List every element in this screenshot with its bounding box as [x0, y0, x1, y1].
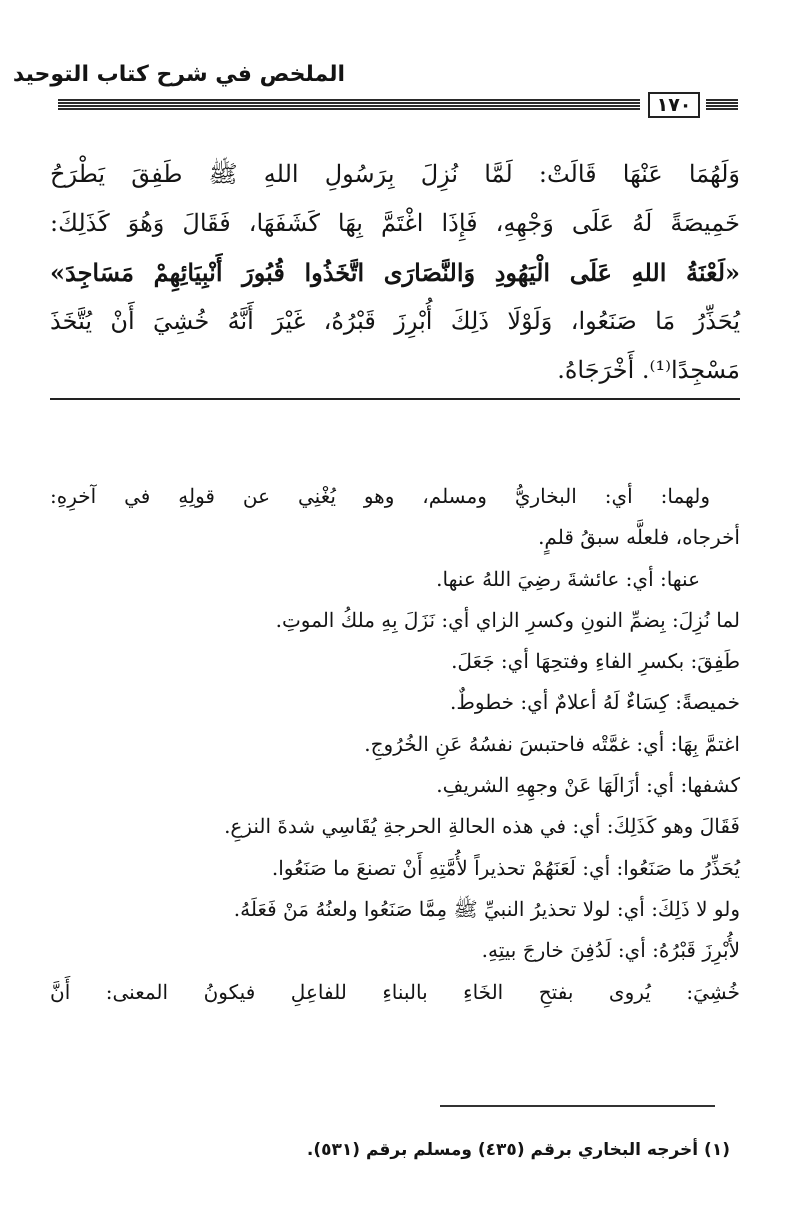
commentary-line: كشفها: أي: أزَالَهَا عَنْ وجهِهِ الشريفِ.: [436, 773, 740, 798]
main-text-line: يُحَذِّرُ مَا صَنَعُوا، وَلَوْلَا ذَلِكَ أُبْرِزَ قَبْرُهُ، غَيْرَ أَنَّهُ خُشِيَ أَنْ يُتَّخَذَ: [50, 307, 740, 335]
commentary-line: خُشِيَ: يُروى بفتحِ الخَاءِ بالبناءِ للفاعِلِ فيكونُ المعنى: أَنَّ: [50, 979, 740, 1004]
commentary-line: فَقَالَ وهو كَذَلِكَ: أي: في هذه الحالةِ الحرجةِ يُقَاسِي شدةَ النزعِ.: [224, 814, 740, 839]
commentary-line: طَفِقَ: بكسرِ الفاءِ وفتحِهَا أي: جَعَلَ.: [451, 649, 740, 674]
commentary-line: أخرجاه، فلعلَّه سبقُ قلمٍ.: [538, 525, 740, 550]
hadith-quote-line: «لَعْنَةُ اللهِ عَلَى الْيَهُودِ وَالنَّصَارَى اتَّخَذُوا قُبُورَ أَنْبِيَائِهِمْ مَسَاجِدَ»: [50, 258, 740, 287]
commentary-line: ولو لا ذَلِكَ: أي: لولا تحذيرُ النبيِّ ﷺ مِمَّا صَنَعُوا ولعنُهُ مَنْ فَعَلَهُ.: [233, 896, 740, 921]
commentary-line: عنها: أي: عائشةَ رضِيَ اللهُ عنها.: [436, 566, 700, 591]
main-text: [50, 150, 740, 395]
commentary-line: ولهما: أي: البخاريُّ ومسلم، وهو يُغْنِي عن قولِهِ في آخرِهِ:: [50, 484, 710, 508]
commentary: [50, 476, 740, 1013]
footnote-divider: [440, 1105, 715, 1107]
footnote: (١) أخرجه البخاري برقم (٤٣٥) ومسلم برقم (٥٣١).: [306, 1140, 730, 1160]
header-rule: [58, 99, 640, 111]
main-text-line: مَسْجِدًا⁽¹⁾. أَخْرَجَاهُ.: [557, 356, 740, 384]
main-text-line: خَمِيصَةً لَهُ عَلَى وَجْهِهِ، فَإِذَا اغْتَمَّ بِهَا كَشَفَهَا، فَقَالَ وَهُوَ كَذَلِكَ:: [50, 209, 740, 237]
commentary-line: اغتمَّ بِهَا: أي: غمَّتْه فاحتبسَ نفسُهُ عَنِ الخُرُوجِ.: [364, 731, 740, 756]
commentary-line: خميصةً: كِسَاءٌ لَهُ أعلامٌ أي: خطوطٌ.: [450, 690, 740, 715]
page-number: ١٧٠: [648, 92, 700, 118]
commentary-line: لما نُزِلَ: بِضمِّ النونِ وكسرِ الزاي أي: نَزَلَ بِهِ ملكُ الموتِ.: [275, 607, 740, 632]
commentary-line: لأُبْرِزَ قَبْرُهُ: أي: لَدُفِنَ خارجَ بيتِهِ.: [481, 938, 740, 963]
main-text-line: وَلَهُمَا عَنْهَا قَالَتْ: لَمَّا نُزِلَ بِرَسُولِ اللهِ ﷺ طَفِقَ يَطْرَحُ: [50, 160, 740, 188]
header-rule-short: [706, 99, 738, 111]
running-title: الملخص في شرح كتاب التوحيد: [12, 62, 345, 87]
section-divider: [50, 398, 740, 400]
commentary-line: يُحَذِّرُ ما صَنَعُوا: أي: لَعَنَهُمْ تحذيراً لأُمَّتِهِ أَنْ تصنعَ ما صَنَعُوا.: [271, 855, 740, 880]
